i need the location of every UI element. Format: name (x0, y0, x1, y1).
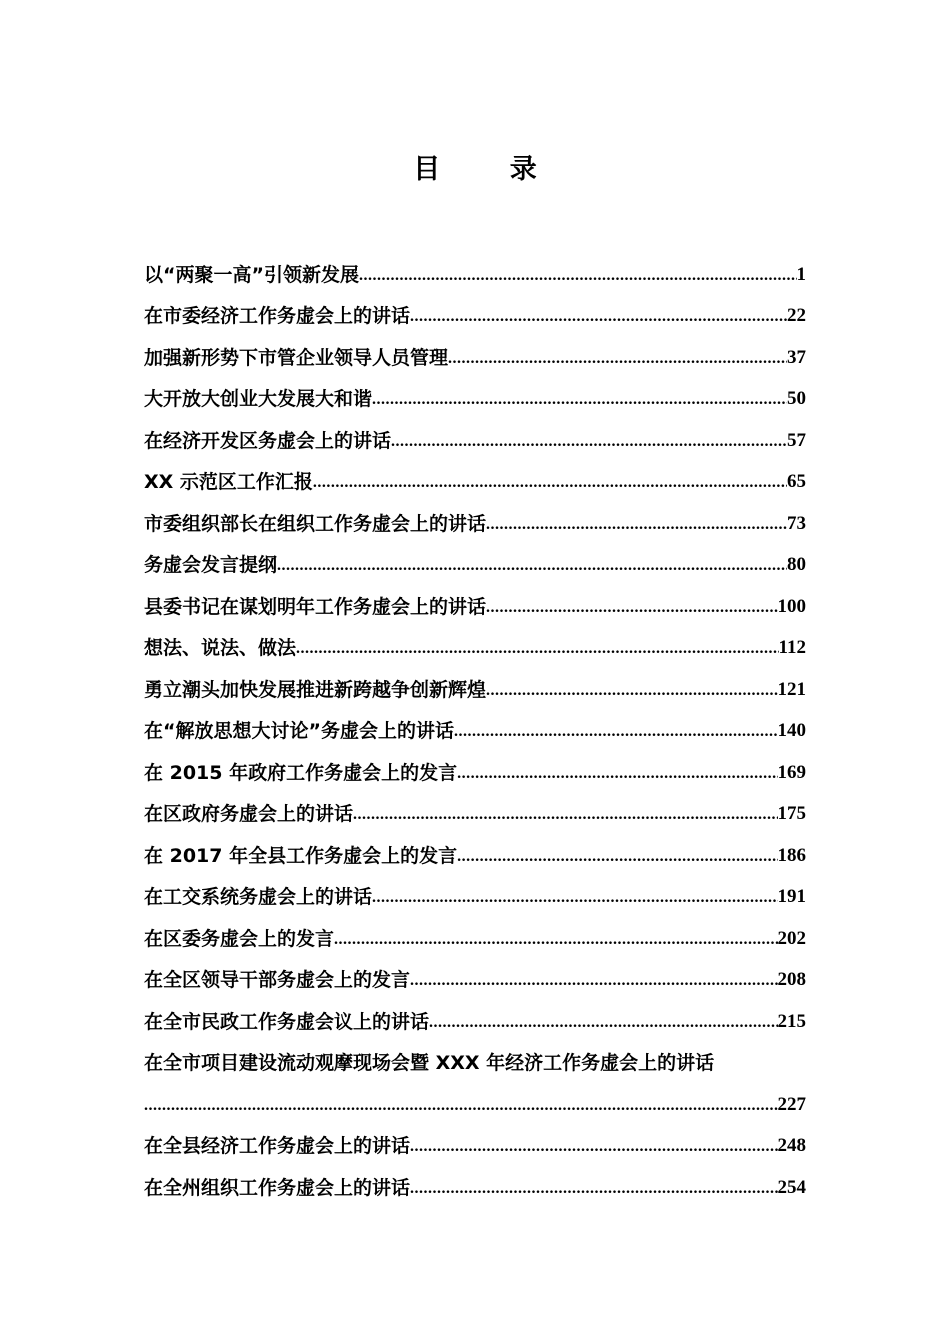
dot-leader (410, 968, 777, 994)
toc-entry-page: 1 (796, 263, 806, 285)
toc-entry-title: 想法、说法、做法 (144, 637, 297, 659)
toc-entry-title: 在区委务虚会上的发言 (144, 927, 335, 950)
dot-leader (372, 885, 777, 911)
toc-entry[interactable] (144, 372, 806, 414)
toc-entry-page: 140 (777, 720, 806, 741)
dot-leader (391, 429, 787, 455)
toc-entry-page: 191 (777, 886, 806, 907)
dot-leader (296, 636, 779, 662)
toc-entry-title: 在工交系统务虚会上的讲话 (144, 886, 373, 908)
toc-entry[interactable] (144, 828, 806, 870)
dot-leader (410, 304, 787, 330)
toc-entry[interactable] (144, 787, 806, 829)
toc-entry-title: 在全市项目建设流动观摩现场会暨 XXX 年经济工作务虚会上的讲话 (144, 1051, 715, 1074)
toc-list (144, 247, 806, 1202)
dot-leader (448, 346, 787, 372)
toc-entry-page: 186 (777, 844, 806, 866)
toc-heading: 目 录 (413, 154, 567, 185)
toc-entry-page: 248 (777, 1135, 806, 1156)
dot-leader (486, 595, 777, 621)
toc-entry[interactable] (144, 1119, 806, 1161)
toc-entry-page: 65 (787, 471, 806, 492)
toc-entry-title: 在全州组织工作务虚会上的讲话 (144, 1176, 411, 1199)
toc-entry[interactable] (144, 662, 806, 704)
dot-leader (313, 470, 787, 496)
toc-entry-title: 大开放大创业大发展大和谐 (144, 388, 373, 410)
toc-entry-page: 112 (778, 637, 806, 658)
toc-entry-title: 在 2015 年政府工作务虚会上的发言 (144, 761, 458, 784)
toc-entry-title: 在 2017 年全县工作务虚会上的发言 (144, 844, 458, 867)
toc-entry-page: 169 (777, 761, 806, 783)
dot-leader (429, 1010, 777, 1036)
toc-entry-title: 加强新形势下市管企业领导人员管理 (144, 346, 449, 369)
toc-entry-title: 务虚会发言提纲 (144, 554, 278, 576)
toc-entry[interactable] (144, 289, 806, 331)
toc-entry-continuation (144, 1077, 806, 1119)
toc-entry-page: 80 (787, 554, 806, 575)
toc-entry[interactable] (144, 704, 806, 746)
toc-entry[interactable] (144, 538, 806, 580)
dot-leader (144, 1093, 778, 1119)
toc-entry-title: 在全市民政工作务虚会议上的讲话 (144, 1010, 430, 1033)
toc-entry-page: 57 (787, 429, 806, 451)
toc-entry[interactable] (144, 994, 806, 1036)
toc-entry-title: 在“解放思想大讨论”务虚会上的讲话 (144, 720, 454, 742)
toc-entry-title: 在区政府务虚会上的讲话 (144, 803, 354, 825)
toc-entry-title: 在全区领导干部务虚会上的发言 (144, 969, 411, 991)
toc-entry-page: 175 (777, 803, 806, 824)
dot-leader (334, 927, 777, 953)
toc-entry[interactable] (144, 247, 806, 289)
toc-entry-wrapped[interactable] (144, 1036, 806, 1119)
dot-leader (486, 678, 777, 704)
toc-entry-title: 在全县经济工作务虚会上的讲话 (144, 1135, 411, 1157)
toc-entry[interactable] (144, 1160, 806, 1202)
toc-entry-title: 县委书记在谋划明年工作务虚会上的讲话 (144, 595, 487, 618)
toc-entry[interactable] (144, 953, 806, 995)
toc-entry-title: 在经济开发区务虚会上的讲话 (144, 429, 392, 452)
toc-entry[interactable] (144, 496, 806, 538)
dot-leader (410, 1134, 777, 1160)
dot-leader (410, 1176, 777, 1202)
toc-entry[interactable] (144, 579, 806, 621)
toc-entry[interactable] (144, 455, 806, 497)
dot-leader (277, 553, 787, 579)
toc-entry[interactable] (144, 745, 806, 787)
dot-leader (372, 387, 787, 413)
toc-entry-page: 208 (777, 969, 806, 990)
toc-entry-title: 以“两聚一高”引领新发展 (144, 263, 359, 286)
toc-entry-title: 在市委经济工作务虚会上的讲话 (144, 305, 411, 327)
toc-entry[interactable] (144, 330, 806, 372)
toc-entry-page: 254 (777, 1176, 806, 1198)
toc-entry-title: 市委组织部长在组织工作务虚会上的讲话 (144, 512, 487, 535)
toc-entry-page: 50 (787, 388, 806, 409)
dot-leader (457, 844, 777, 870)
dot-leader (457, 761, 777, 787)
toc-entry-page: 202 (777, 927, 806, 949)
toc-entry-title: 勇立潮头加快发展推进新跨越争创新辉煌 (144, 678, 487, 701)
dot-leader (486, 512, 787, 538)
dot-leader (353, 802, 777, 828)
toc-entry-page: 73 (787, 512, 806, 534)
toc-entry-page: 227 (777, 1093, 806, 1115)
toc-entry-page: 121 (777, 678, 806, 700)
dot-leader (454, 719, 778, 745)
toc-entry-page: 37 (787, 346, 806, 368)
toc-entry[interactable] (144, 870, 806, 912)
toc-entry[interactable] (144, 911, 806, 953)
toc-entry[interactable] (144, 413, 806, 455)
toc-entry[interactable] (144, 621, 806, 663)
dot-leader (359, 263, 797, 289)
toc-entry-page: 22 (787, 305, 806, 326)
toc-entry-title: XX 示范区工作汇报 (144, 471, 313, 493)
toc-entry-page: 100 (777, 595, 806, 617)
toc-entry-page: 215 (777, 1010, 806, 1032)
